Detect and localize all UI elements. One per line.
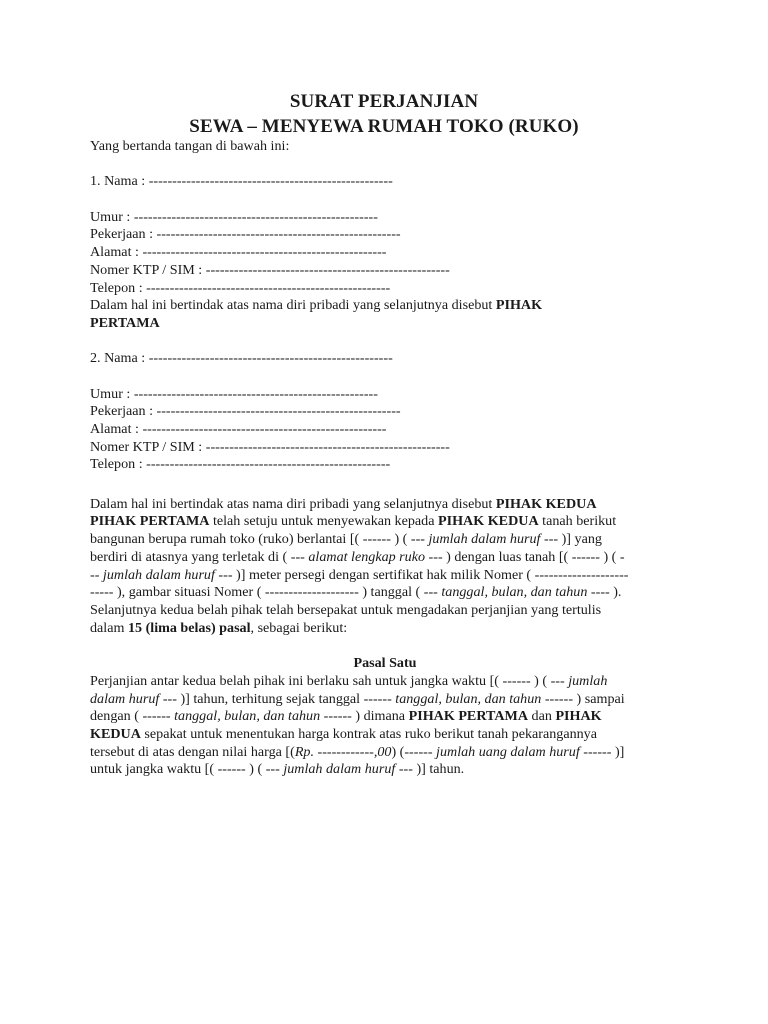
party1-statement: Dalam hal ini bertindak atas nama diri pribadi yang selanjutnya disebut PIHAK <box>90 297 543 314</box>
pasal-line: tersebut di atas dengan nilai harga [(Rp. ------------,00) (------ jumlah uang dalam huruf ------ )] <box>90 743 625 760</box>
party1-pekerjaan: Pekerjaan : ---------------------------------------------------- <box>90 226 401 243</box>
party1-statement-cont: PERTAMA <box>90 314 160 331</box>
pasal-line: dalam huruf --- )] tahun, terhitung sejak tanggal ------ tanggal, bulan, dan tahun ------ ) sampai <box>90 690 625 707</box>
document-subtitle: SEWA – MENYEWA RUMAH TOKO (RUKO) <box>189 116 579 137</box>
pasal-line: dengan ( ------ tanggal, bulan, dan tahun ------ ) dimana PIHAK PERTAMA dan PIHAK <box>90 708 602 725</box>
paragraph-line: dalam 15 (lima belas) pasal, sebagai berikut: <box>90 619 348 636</box>
paragraph-line: bangunan berupa rumah toko (ruko) berlantai [( ------ ) ( --- jumlah dalam huruf --- )] yang <box>90 531 602 548</box>
intro-line: Yang bertanda tangan di bawah ini: <box>90 138 290 154</box>
pasal-line: Perjanjian antar kedua belah pihak ini berlaku sah untuk jangka waktu [( ------ ) ( --- jumlah <box>90 672 608 689</box>
party1-nama: 1. Nama : ---------------------------------------------------- <box>90 173 393 190</box>
document-title: SURAT PERJANJIAN <box>289 91 479 112</box>
paragraph-line: PIHAK PERTAMA telah setuju untuk menyewakan kepada PIHAK KEDUA tanah berikut <box>90 513 617 530</box>
paragraph-line: -- jumlah dalam huruf --- )] meter persegi dengan sertifikat hak milik Nomer ( -------------------- <box>90 566 629 583</box>
document-body <box>90 138 680 779</box>
party2-pekerjaan: Pekerjaan : ---------------------------------------------------- <box>90 403 401 420</box>
party1-ktp: Nomer KTP / SIM : ---------------------------------------------------- <box>90 261 450 278</box>
party2-telepon: Telepon : ---------------------------------------------------- <box>90 456 391 473</box>
paragraph-line: Selanjutnya kedua belah pihak telah bersepakat untuk mengadakan perjanjian yang tertulis <box>90 601 602 618</box>
party2-ktp: Nomer KTP / SIM : ---------------------------------------------------- <box>90 438 450 455</box>
party1-umur: Umur : ---------------------------------------------------- <box>90 208 378 225</box>
party2-alamat: Alamat : ---------------------------------------------------- <box>90 421 387 437</box>
paragraph-line: Dalam hal ini bertindak atas nama diri pribadi yang selanjutnya disebut PIHAK KEDUA <box>90 495 597 512</box>
pasal-line: untuk jangka waktu [( ------ ) ( --- jumlah dalam huruf --- )] tahun. <box>90 761 465 778</box>
party1-telepon: Telepon : ---------------------------------------------------- <box>90 279 391 296</box>
party2-umur: Umur : ---------------------------------------------------- <box>90 385 378 402</box>
paragraph-line: berdiri di atasnya yang terletak di ( --- alamat lengkap ruko --- ) dengan luas tanah [( ------ ) ( - <box>90 548 625 565</box>
party2-nama: 2. Nama : ---------------------------------------------------- <box>90 350 393 367</box>
pasal-heading: Pasal Satu <box>353 655 417 672</box>
paragraph-line: ----- ), gambar situasi Nomer ( -------------------- ) tanggal ( --- tanggal, bulan, dan tahun ---- ). <box>90 584 622 601</box>
pasal-line: KEDUA sepakat untuk menentukan harga kontrak atas ruko berikut tanah pekarangannya <box>90 726 597 742</box>
party1-alamat: Alamat : ---------------------------------------------------- <box>90 244 387 261</box>
